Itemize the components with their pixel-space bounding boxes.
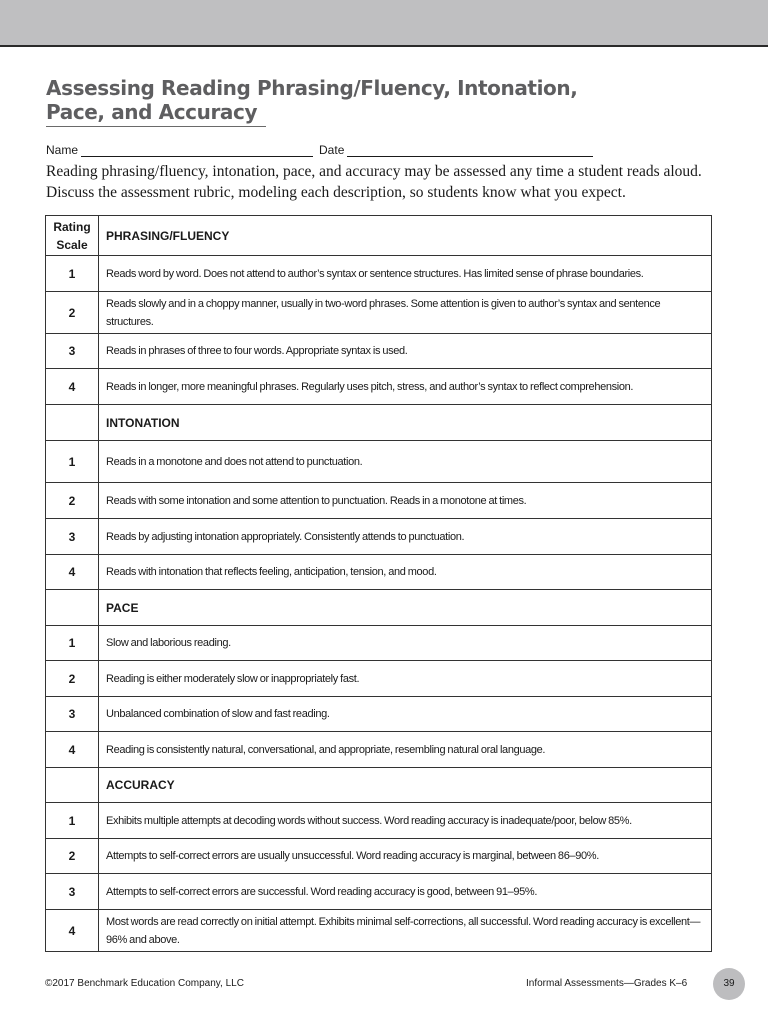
table-row (46, 697, 712, 732)
name-label: Name (46, 143, 79, 157)
rating-score: 3 (46, 519, 99, 555)
rating-score: 4 (46, 555, 99, 590)
rubric-table (45, 215, 712, 952)
rating-description: Reads by adjusting intonation appropriately. Consistently attends to punctuation. (99, 519, 712, 555)
rating-description: Reads word by word. Does not attend to author’s syntax or sentence structures. Has limited sense of phrase boundaries. (99, 256, 712, 292)
rating-score: 2 (46, 839, 99, 874)
rating-score: 1 (46, 256, 99, 292)
section-heading-phrasing: PHRASING/FLUENCY (99, 216, 712, 256)
table-row (46, 519, 712, 555)
section-heading-accuracy: ACCURACY (99, 768, 712, 803)
table-row (46, 874, 712, 910)
rating-description: Reads with some intonation and some attention to punctuation. Reads in a monotone at times. (99, 483, 712, 519)
footer-series: Informal Assessments—Grades K–6 (526, 978, 688, 989)
title-underline (46, 126, 266, 127)
rating-scale-header-line-2: Scale (56, 237, 88, 252)
rating-score-empty (46, 590, 99, 626)
table-row (46, 626, 712, 661)
rating-score: 2 (46, 661, 99, 697)
rating-score: 4 (46, 369, 99, 405)
table-row (46, 803, 712, 839)
rating-description: Reads with intonation that reflects feeling, anticipation, tension, and mood. (99, 555, 712, 590)
page-title (46, 76, 606, 124)
rating-description: Most words are read correctly on initial attempt. Exhibits minimal self-corrections, all successful. Word reading accuracy is excellent—96% and above. (99, 910, 712, 952)
rating-score-empty (46, 405, 99, 441)
intro-line-2: Discuss the assessment rubric, modeling each description, so students know what you expect. (46, 184, 626, 201)
table-row (46, 839, 712, 874)
section-header-row (46, 590, 712, 626)
title-line-1: Assessing Reading Phrasing/Fluency, Intonation, (46, 76, 578, 100)
date-field-line[interactable] (347, 144, 593, 157)
rating-score: 2 (46, 483, 99, 519)
rating-description: Reading is either moderately slow or inappropriately fast. (99, 661, 712, 697)
rating-description: Reads in a monotone and does not attend to punctuation. (99, 441, 712, 483)
rating-score: 4 (46, 910, 99, 952)
rating-score: 1 (46, 626, 99, 661)
section-header-row (46, 216, 712, 256)
rating-description: Attempts to self-correct errors are usually unsuccessful. Word reading accuracy is marginal, between 86–90%. (99, 839, 712, 874)
table-row (46, 732, 712, 768)
header-band (0, 0, 768, 47)
intro-paragraph (46, 161, 726, 203)
rating-description: Reading is consistently natural, conversational, and appropriate, resembling natural oral language. (99, 732, 712, 768)
rating-score: 2 (46, 292, 99, 334)
table-row (46, 483, 712, 519)
rating-scale-header-line-1: Rating (53, 219, 91, 234)
rating-description: Reads in phrases of three to four words. Appropriate syntax is used. (99, 334, 712, 369)
table-row (46, 910, 712, 952)
table-row (46, 292, 712, 334)
footer-copyright: ©2017 Benchmark Education Company, LLC (45, 978, 244, 989)
title-line-2: Pace, and Accuracy (46, 100, 258, 124)
section-header-row (46, 405, 712, 441)
rating-description: Exhibits multiple attempts at decoding words without success. Word reading accuracy is inadequate/poor, below 85%. (99, 803, 712, 839)
table-row (46, 441, 712, 483)
rating-description: Slow and laborious reading. (99, 626, 712, 661)
rating-score: 4 (46, 732, 99, 768)
rating-score-empty (46, 768, 99, 803)
section-header-row (46, 768, 712, 803)
rating-score: 3 (46, 334, 99, 369)
rating-score: 3 (46, 874, 99, 910)
rating-description: Attempts to self-correct errors are successful. Word reading accuracy is good, between 91–95%. (99, 874, 712, 910)
name-field-line[interactable] (81, 144, 313, 157)
section-heading-pace: PACE (99, 590, 712, 626)
rating-description: Reads slowly and in a choppy manner, usually in two-word phrases. Some attention is given to author’s syntax and sentence structures. (99, 292, 712, 334)
table-row (46, 555, 712, 590)
date-label: Date (319, 143, 345, 157)
rating-score: 3 (46, 697, 99, 732)
intro-line-1: Reading phrasing/fluency, intonation, pace, and accuracy may be assessed any time a student reads aloud. (46, 163, 702, 180)
rating-description: Unbalanced combination of slow and fast reading. (99, 697, 712, 732)
table-row (46, 369, 712, 405)
rating-score: 1 (46, 803, 99, 839)
table-row (46, 256, 712, 292)
table-row (46, 334, 712, 369)
rating-score: 1 (46, 441, 99, 483)
table-row (46, 661, 712, 697)
page-number-badge: 39 (713, 968, 745, 1000)
section-heading-intonation: INTONATION (99, 405, 712, 441)
rating-description: Reads in longer, more meaningful phrases. Regularly uses pitch, stress, and author’s syntax to reflect comprehension. (99, 369, 712, 405)
rating-scale-header (46, 216, 99, 256)
name-date-row (46, 143, 593, 157)
